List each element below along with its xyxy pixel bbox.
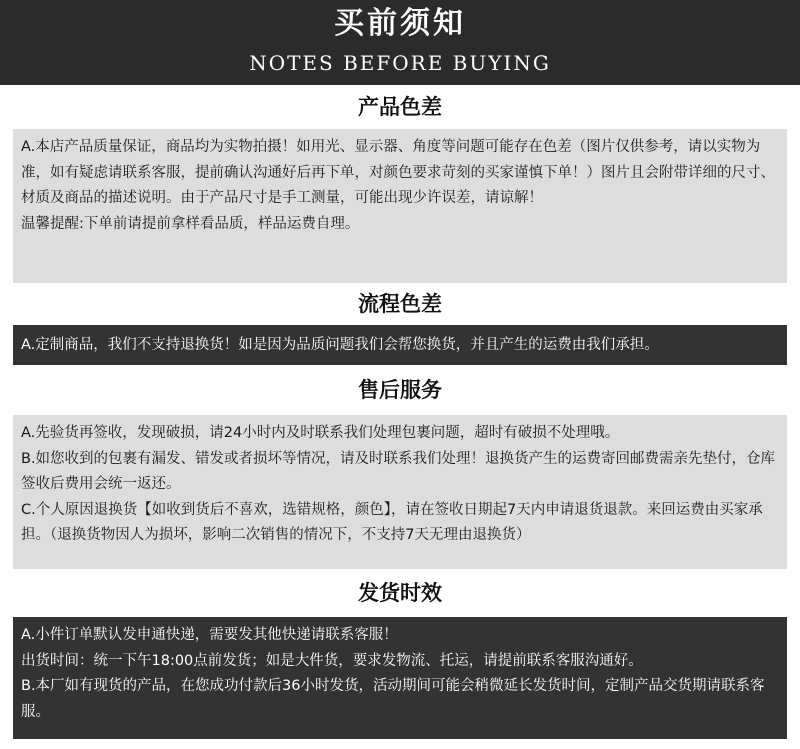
text-line: C.个人原因退换货【如收到货后不喜欢，选错规格，颜色】，请在签收日期起7天内申请退货退款。来回运费由买家承担。（退换货物因人为损坏，影响二次销售的情况下，不支持7天无理由退换货） bbox=[21, 501, 763, 543]
page-title: 买前须知 bbox=[334, 6, 466, 41]
section-title-process-color: 流程色差 bbox=[358, 292, 442, 316]
text-line: A.本店产品质量保证，商品均为实物拍摄！如用光、显示器、角度等问题可能存在色差（图片仅供参考，请以实物为准，如有疑虑请联系客服，提前确认沟通好后再下单，对颜色要求苛刻的买家谨慎下单！）图片且会附带详细的尺寸、材质及商品的描述说明。由于产品尺寸是手工测量，可能出现少许误差，请谅解！ bbox=[21, 139, 775, 206]
section-title-product-color: 产品色差 bbox=[358, 95, 442, 119]
page-subtitle: NOTES BEFORE BUYING bbox=[249, 51, 551, 75]
text-line: A.定制商品，我们不支持退换货！如是因为品质问题我们会帮您换货，并且产生的运费由我们承担。 bbox=[21, 337, 659, 353]
section-title-shipping-time: 发货时效 bbox=[358, 581, 442, 605]
text-line: B.如您收到的包裹有漏发、错发或者损坏等情况，请及时联系我们处理！退换货产生的运费寄回邮费需亲先垫付，仓库签收后费用会统一返还。 bbox=[21, 450, 776, 492]
section-body-product-color bbox=[13, 129, 787, 283]
section-title-after-sales: 售后服务 bbox=[358, 378, 442, 402]
text-line: A.小件订单默认发申通快递，需要发其他快递请联系客服！ bbox=[21, 627, 398, 643]
section-body-after-sales bbox=[13, 415, 787, 569]
section-after-sales bbox=[0, 365, 800, 569]
text-line: B.本厂如有现货的产品，在您成功付款后36小时发货，活动期间可能会稍微延长发货时间，定制产品交货期请联系客服。 bbox=[21, 678, 765, 720]
text-line: 温馨提醒:下单前请提前拿样看品质，样品运费自理。 bbox=[21, 215, 360, 232]
section-body-shipping-time bbox=[13, 617, 787, 739]
text-line: A.先验货再签收，发现破损，请24小时内及时联系我们处理包裹问题，超时有破损不处理哦。 bbox=[21, 425, 620, 441]
text-line: 出货时间：统一下午18:00点前发货；如是大件货，要求发物流、托运，请提前联系客服沟通好。 bbox=[21, 652, 643, 669]
section-process-color bbox=[0, 283, 800, 365]
page-header bbox=[0, 0, 800, 85]
section-body-process-color bbox=[13, 325, 787, 365]
section-shipping-time bbox=[0, 569, 800, 739]
section-product-color bbox=[0, 85, 800, 283]
